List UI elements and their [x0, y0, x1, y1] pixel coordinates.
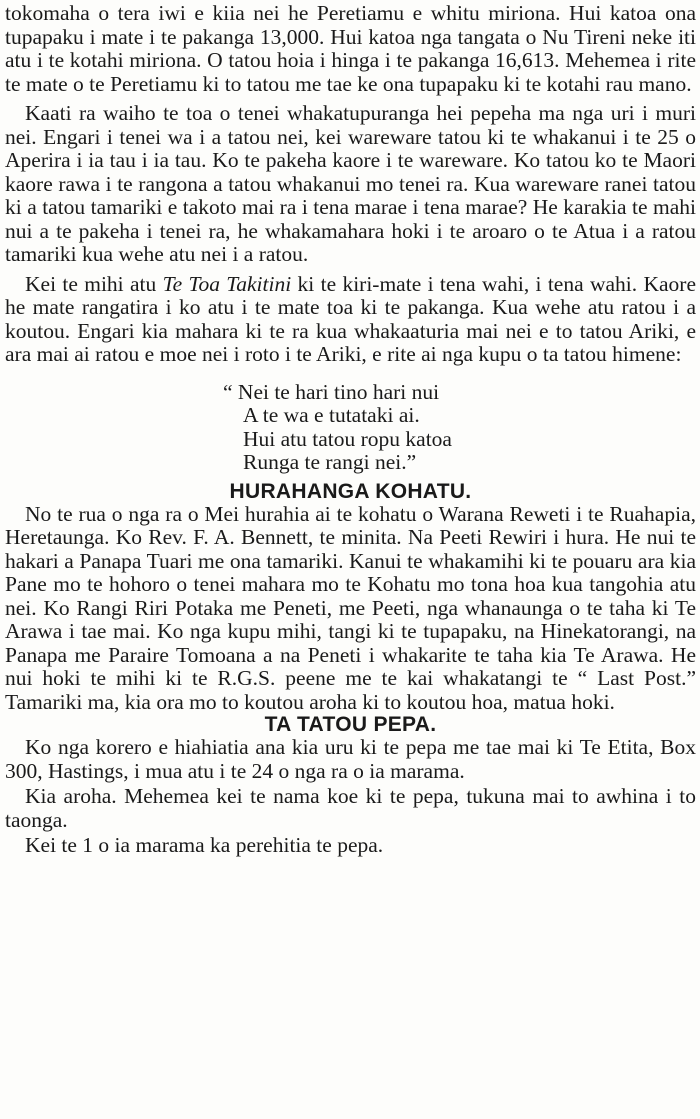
- paragraph-casualties: tokomaha o tera iwi e kiia nei he Peretiamu e whitu miriona. Hui katoa ona tupapaku i mate i te pakanga 13,000. Hui katoa nga tangata o Nu Tireni neke iti atu i te kotahi miriona. O tatou hoia i hinga i te pakanga 16,613. Mehemea i rite te mate o te Peretiamu ki to tatou me tae ke ona tupapaku ki te kotahi rau mano.: [5, 1, 696, 96]
- condolence-text-end: ki te kiri-mate i tena wahi, i tena wahi. Kaore he mate rangatira i ko atu i te mate toa ki te pakanga. Kua wehe atu ratou i a koutou. Engari kia mahara ki te ra kua whakaaturia mai nei e to tatou Ariki, e ara mai ai ratou e moe nei i roto i te Ariki, e rite ai nga kupu o ta tatou himene:: [5, 271, 697, 366]
- paragraph-condolence: [5, 273, 696, 367]
- paragraph-support: Kia aroha. Mehemea kei te nama koe ki te pepa, tukuna mai to awhina i to taonga.: [5, 784, 696, 832]
- newspaper-title: Te Toa Takitini: [162, 271, 292, 296]
- hymn-line-4: Runga te rangi nei.”: [243, 450, 417, 474]
- hymn-line-2: A te wa e tutataki ai.: [243, 403, 420, 427]
- hymn-line-1: “ Nei te hari tino hari nui: [223, 379, 440, 404]
- heading-our-paper: TA TATOU PEPA.: [264, 713, 437, 736]
- heading-unveiling: HURAHANGA KOHATU.: [229, 479, 472, 503]
- paragraph-print-date: Kei te 1 o ia marama ka perehitia te pepa.: [25, 833, 384, 857]
- paragraph-unveiling: No te rua o nga ra o Mei hurahia ai te kohatu o Warana Reweti i te Ruahapia, Heretaunga. Ko Rev. F. A. Bennett, te minita. Na Peeti Rewiri i hura. He nui te hakari a Panapa Tuari me ona tamariki. Kanui te whakamihi ki te pouaru ara kia Pane mo te hohoro o tenei mahara mo te Kohatu mo tona hoa kua tangohia atu nei. Ko Rangi Riri Potaka me Peneti, me Peeti, nga whanaunga o te taha ki Te Arawa i tae mai. Ko nga kupu mihi, tangi ki te tupapaku, na Hinekatorangi, na Panapa me Paraire Tomoana a na Peneti i whakarite te taha kia Te Arawa. He nui hoki te mihi ki te R.G.S. peene me te kai whakatangi te “ Last Post.” Tamariki ma, kia ora mo to koutou aroha ki to koutou hoa, matua hoki.: [5, 501, 696, 714]
- hymn-line-3: Hui atu tatou ropu katoa: [243, 426, 452, 451]
- paragraph-remembrance: Kaati ra waiho te toa o tenei whakatupuranga hei pepeha ma nga uri i muri nei. Engari i tenei wa i a tatou nei, kei wareware tatou ki te whakanui i te 25 o Aperira i ia tau i ia tau. Ko te pakeha kaore i te wareware. Ko tatou ko te Maori kaore rawa i te rangona a tatou whakanui mo tenei ra. Kua wareware ranei tatou ki a tatou tamariki e takoto mai ra i tena marae i tena marae? He karakia te mahi nui a te pakeha i tenei ra, he whakamahara hoki i te aroaro o te Atua i a ratou tamariki kua wehe atu nei i a ratou.: [5, 101, 696, 266]
- condolence-text-start: Kei te mihi atu: [25, 271, 163, 296]
- paragraph-submissions: Ko nga korero e hiahiatia ana kia uru ki te pepa me tae mai ki Te Etita, Box 300, Hastings, i mua atu i te 24 o nga ra o ia marama.: [5, 735, 696, 783]
- hymn-verse: [223, 381, 696, 475]
